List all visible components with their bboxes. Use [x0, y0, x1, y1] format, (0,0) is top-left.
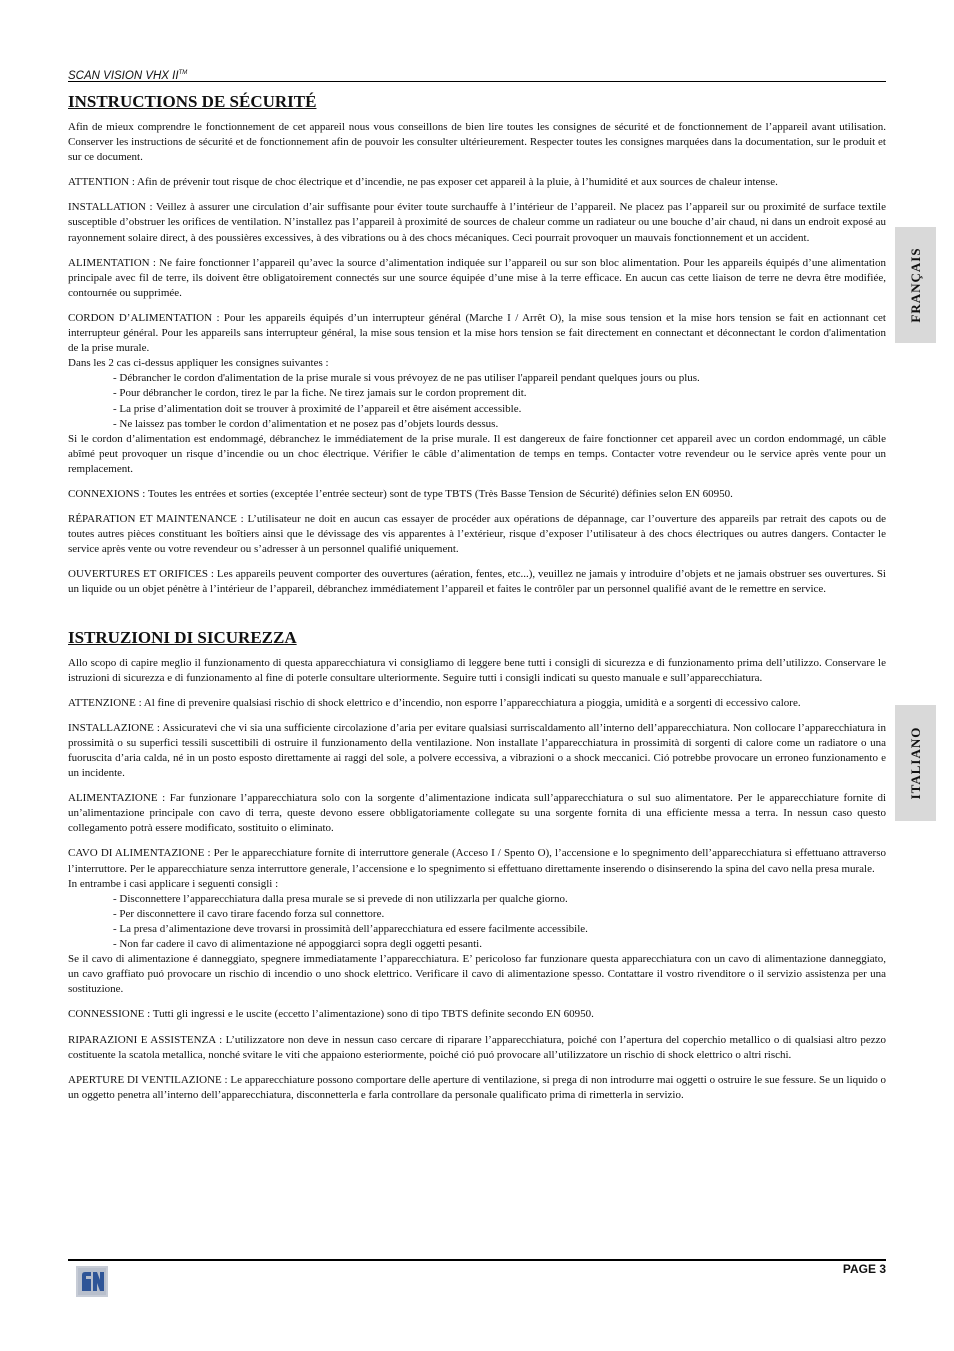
header-title: SCAN VISION VHX II™	[68, 70, 188, 82]
tab-italiano	[895, 705, 936, 821]
tab-label: FRANÇAIS	[907, 247, 923, 323]
it-riparazioni: RIPARAZIONI E ASSISTENZA : L’utilizzatore non deve in nessun caso cercare di riparare l’apparecchiatura, poiché con l’apertura del coperchio metallico o di qualsiasi altro pezzo costituente la scatola metallica, nonché svitare le viti che appaiono esteriormente, poiché ció puó provocare all’utilizzatore un rischio di shock elettrico o altri rischi.	[68, 1033, 886, 1061]
list-item: - Non far cadere il cavo di alimentazione né appoggiarci sopra degli oggetti pesanti.	[113, 938, 482, 951]
footer-divider	[68, 1259, 886, 1261]
fr-reparation: RÉPARATION ET MAINTENANCE : L’utilisateur ne doit en aucun cas essayer de procéder aux opérations de dépannage, car l’ouverture des appareils par retrait des capots ou de toutes autres pièces constituant les boîtiers ainsi que le dévissage des vis apparentes à l’extérieur, risque d’exposer l’utilisateur à des chocs électriques ou autres dangers. Contacter le service après vente ou votre revendeur ou s’adresser à un personnel qualifié uniquement.	[68, 513, 886, 556]
it-consigli-list	[68, 892, 886, 952]
tab-francais	[895, 227, 936, 343]
fr-ouvertures: OUVERTURES ET ORIFICES : Les appareils peuvent comporter des ouvertures (aération, fentes, etc...), veuillez ne jamais y introduire d’objets et ne jamais obstruer ses ouvertures. Si un liquide ou un objet pénètre à l’intérieur de l’appareil, débranchez immédiatement l’appareil et faites le contrôler par un personnel qualifié avant de le remettre en service.	[68, 568, 886, 596]
list-item: - La prise d’alimentation doit se trouver à proximité de l’appareil et être aisément accessible.	[113, 402, 522, 415]
it-connessione: CONNESSIONE : Tutti gli ingressi e le uscite (eccetto l’alimentazione) sono di tipo TBTS definite secondo EN 60950.	[68, 1008, 594, 1021]
list-item: - Ne laissez pas tomber le cordon d’alimentation et ne posez pas d’objets lourds dessus.	[113, 417, 499, 430]
list-item: - Pour débrancher le cordon, tirez le par la fiche. Ne tirez jamais sur le cordon proprement dit.	[113, 387, 527, 400]
fr-attention: ATTENTION : Afin de prévenir tout risque de choc électrique et d’incendie, ne pas exposer cet appareil à la pluie, à l’humidité et aux sources de chaleur intense.	[68, 176, 778, 189]
fr-cordon-intro: Dans les 2 cas ci-dessus appliquer les consignes suivantes :	[68, 357, 329, 370]
brand-logo-icon	[76, 1266, 108, 1297]
fr-cordon: CORDON D’ALIMENTATION : Pour les appareils équipés d’un interrupteur général (Marche I / Arrêt O), la mise sous tension et la mise hors tension se fait en actionnant cet interrupteur général. Pour les appareils sans interrupteur général, la mise sous tension et la mise hors tension se fait directement en connectant et déconnectant le cordon d'alimentation de la prise murale.	[68, 311, 886, 355]
it-cavo-intro: In entrambe i casi applicare i seguenti consigli :	[68, 877, 279, 890]
list-item: - La presa d’alimentazione deve trovarsi in prossimità dell’apparecchiatura ed essere facilmente accessibile.	[113, 922, 588, 935]
it-aperture: APERTURE DI VENTILAZIONE : Le apparecchiature possono comportare delle aperture di ventilazione, si prega di non introdurre mai oggetti o ostruire le sue fessure. Se un liquido o un oggetto penetra all’interno dell’apparecchiatura, disconnetterla e farla controllare da personale qualificato prima di rimetterla in servizio.	[68, 1073, 886, 1101]
fr-intro: Afin de mieux comprendre le fonctionnement de cet appareil nous vous conseillons de bien lire toutes les consignes de sécurité et de fonctionnement de l’appareil avant utilisation. Conserver les instructions de sécurité et de fonctionnement afin de pouvoir les consulter ultérieurement. Respecter toutes les consignes marquées dans la documentation, sur le produit et sur ce document.	[68, 121, 886, 164]
list-item: - Débrancher le cordon d'alimentation de la prise murale si vous prévoyez de ne pas utiliser l'appareil pendant quelques jours ou plus.	[113, 372, 700, 385]
document-body	[68, 88, 886, 1113]
section-title-it: ISTRUZIONI DI SICUREZZA	[68, 627, 297, 647]
fr-alimentation: ALIMENTATION : Ne faire fonctionner l’appareil qu’avec la source d’alimentation indiquée sur l’appareil ou sur son bloc alimentation. Pour les appareils équipés d’une alimentation principale avec fil de terre, ils doivent être obligatoirement connectés sur une source équipée d’une mise à la terre efficace. En aucun cas cette liaison de terre ne devra être modifiée, contournée ou supprimée.	[68, 256, 886, 299]
it-cavo: CAVO DI ALIMENTAZIONE : Per le apparecchiature fornite di interruttore generale (Acceso I / Spento O), l’accensione e lo spegnimento dell’apparecchiatura si effettuano attraverso l’interruttore. Per le apparecchiature senza interruttore generale, l’accensione e lo spegnimento si effettuano direttamente inserendo o disinserendo la spina del cavo nella presa murale.	[68, 847, 886, 875]
tab-label: ITALIANO	[907, 726, 923, 800]
fr-connexions: CONNEXIONS : Toutes les entrées et sorties (exceptée l’entrée secteur) sont de type TBTS (Très Basse Tension de Sécurité) définies selon EN 60950.	[68, 487, 733, 500]
it-installazione: INSTALLAZIONE : Assicuratevi che vi sia una sufficiente circolazione d’aria per evitare qualsiasi surriscaldamento all’interno dell’apparecchiatura. Non collocare l’apparecchiatura in prossimità o su superfici tessili suscettibili di ostruire il funzionamento della ventilazione. Non installate l’apparecchiatura in prossimità di sorgenti di calore come un radiatore o una fuoruscita d’aria calda, né in un posto esposto direttamente ai raggi del sole, a polvere eccessiva, a vibrazioni o a shock meccanici. Ció potrebbe provocare un erroneo funzionamento e un incidente.	[68, 721, 886, 780]
fr-consignes-list	[68, 371, 886, 431]
it-intro: Allo scopo di capire meglio il funzionamento di questa apparecchiatura vi consigliamo di leggere bene tutti i consigli di sicurezza e di funzionamento prima dell’utilizzo. Conservare le istruzioni di sicurezza e di funzionamento al fine di poterle consultare ulteriormente. Seguire tutti i consigli indicati su questo manuale e sull’apparecchiatura.	[68, 656, 886, 684]
page-number: PAGE 3	[842, 1262, 886, 1276]
it-attenzione: ATTENZIONE : Al fine di prevenire qualsiasi rischio di shock elettrico e d’incendio, non esporre l’apparecchiatura a pioggia, umidità e a sorgenti di eccessivo calore.	[68, 696, 801, 709]
fr-installation: INSTALLATION : Veillez à assurer une circulation d’air suffisante pour éviter toute surchauffe à l’intérieur de l’appareil. Ne placez pas l’appareil sur ou proximité de surface textile susceptible d’obstruer les orifices de ventilation. N’installez pas l’appareil à proximité de sources de chaleur comme un radiateur ou une bouche d’air chaud, ni dans un endroit exposé au rayonnement solaire direct, à des poussières excessives, à des vibrations ou à des chocs mécaniques. Ceci pourrait provoquer un mauvais fonctionnement et un accident.	[68, 201, 886, 244]
it-cavo-end: Se il cavo di alimentazione é danneggiato, spegnere immediatamente l’apparecchiatura. E’ pericoloso far funzionare questa apparecchiatura con un cavo di alimentazione danneggiato, un cavo graffiato puó provocare un rischio di incendio o uno shock elettrico. Verificare il cavo di alimentazione spesso. Contattare il vostro rivenditore o il servizio assistenza per una sostituzione.	[68, 953, 886, 996]
brand-logo-svg	[76, 1266, 108, 1297]
trademark: TM	[178, 70, 188, 77]
list-item: - Disconnettere l’apparecchiatura dalla presa murale se si prevede di non utilizzarla per qualche giorno.	[113, 892, 568, 905]
it-alimentazione: ALIMENTAZIONE : Far funzionare l’apparecchiatura solo con la sorgente d’alimentazione indicata sull’apparecchiatura o sul suo alimentatore. Per le apparecchiature fornite di un’alimentazione principale con cavo di terra, queste devono essere obbligatoriamente collegate su una sorgente fornita di una efficiente messa a terra. In nessun caso questo collegamento potrà essere modificato, sostituito o eliminato.	[68, 792, 886, 835]
fr-cordon-end: Si le cordon d’alimentation est endommagé, débranchez le immédiatement de la prise murale. Il est dangereux de faire fonctionner cet appareil avec un cordon endommagé, un câble abîmé peut provoquer un risque d’incendie ou un choc électrique. Vérifier le câble d’alimentation de temps en temps. Contacter votre revendeur ou le service après vente pour un remplacement.	[68, 432, 886, 475]
section-title-fr: INSTRUCTIONS DE SÉCURITÉ	[68, 92, 317, 111]
list-item: - Per disconnettere il cavo tirare facendo forza sul connettore.	[113, 907, 385, 920]
page-header	[68, 66, 886, 82]
